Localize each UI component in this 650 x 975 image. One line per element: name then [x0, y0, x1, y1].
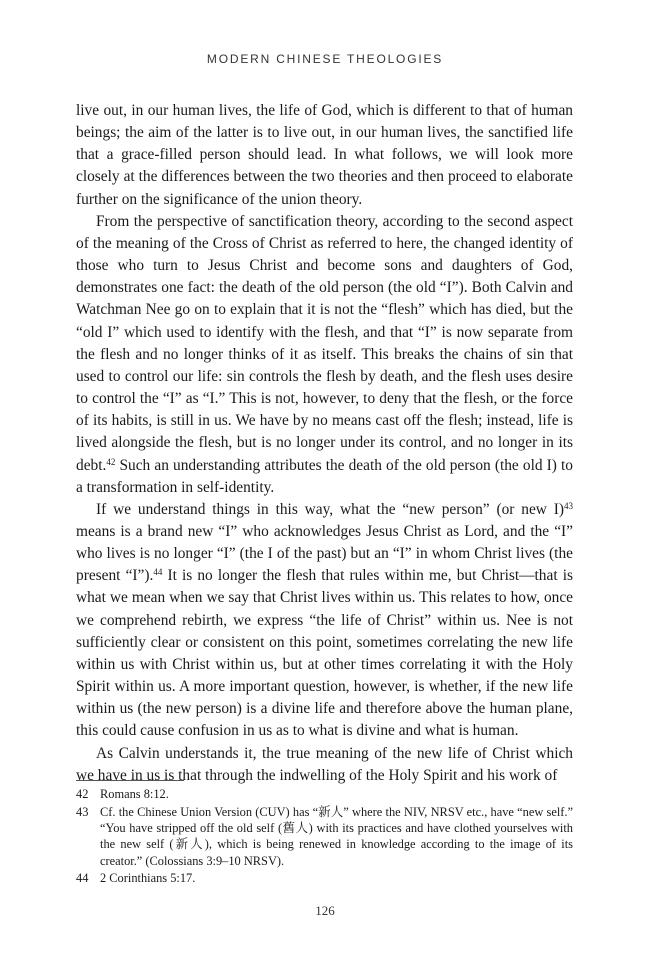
footnote-text: Romans 8:12. — [100, 787, 169, 801]
page-number: 126 — [315, 903, 335, 918]
footnote-number: 43 — [76, 804, 89, 819]
footnote — [76, 870, 573, 886]
paragraph-text: It is no longer the flesh that rules within me, but Christ—that is what we mean when we say that Christ lives within us. This relates to how, once we comprehend rebirth, we express “the life of Christ” within us. Nee is not sufficiently clear or consistent on this point, sometimes correlating the new life within us with Christ within us, but at other times correlating it with the Holy Spirit within us. A more important question, however, is whether, if the new life within us (the new person) is a divine life and therefore above the human plane, this could cause confusion in us as to what is divine and what is human. — [76, 567, 573, 740]
paragraph — [76, 211, 573, 499]
running-head: MODERN CHINESE THEOLOGIES — [206, 52, 444, 66]
footnote-divider — [76, 780, 184, 781]
footnote — [76, 786, 573, 802]
footnote-number: 42 — [76, 787, 89, 801]
footnote-marker: 42 — [106, 456, 116, 467]
paragraph — [76, 100, 573, 211]
footnotes — [76, 786, 573, 888]
footnote-text: 2 Corinthians 5:17. — [100, 871, 196, 886]
footnote-marker: 44 — [153, 567, 163, 578]
paragraph-text: From the perspective of sanctification theory, according to the second aspect of the meaning of the Cross of Christ as referred to here, the changed identity of those who turn to Jesus Christ and become sons and daughters of God, demonstrates one fact: the death of the old person (the old “I”). Both Calvin and Watchman Nee go on to explain that it is not the “flesh” which has died, but the “old I” which used to identify with the flesh, and that “I” is now separate from the flesh and no longer thinks of it as itself. This breaks the chains of sin that used to control our life: sin controls the flesh by death, and the flesh uses desire to control the “I” as “I.” This is not, however, to deny that the flesh, or the force of its habits, is still in us. We have by no means cast off the flesh; instead, life is lived alongside the flesh, but is no longer under its control, and no longer in its debt. — [76, 212, 573, 474]
body-text — [76, 100, 573, 787]
paragraph-text: live out, in our human lives, the life of God, which is different to that of human beings; the aim of the latter is to live out, in our human lives, the sanctified life that a grace-filled person should lead. In what follows, we will look more closely at the differences between the two theories and then proceed to elaborate further on the significance of the union theory. — [76, 102, 573, 208]
paragraph-text: Such an understanding attributes the death of the old person (the old I) to a transformation in self-identity. — [76, 456, 573, 496]
footnote-text: Cf. the Chinese Union Version (CUV) has “新人” where the NIV, NRSV etc., have “new self.” “You have stripped off the old self (舊人) with its practices and have clothed yourselves with the new self (新人), which is being renewed in knowledge according to the image of its creator.” (Colossians 3:9–10 NRSV). — [100, 804, 573, 868]
footnote-number: 44 — [76, 871, 89, 886]
paragraph-text: If we understand things in this way, what the “new person” (or new I) — [96, 500, 564, 518]
footnote-marker: 43 — [564, 500, 573, 511]
paragraph-text: As Calvin understands it, the true meaning of the new life of Christ which we have in us is that through the indwelling of the Holy Spirit and his work of — [76, 744, 573, 784]
paragraph-text: means is a brand new “I” who acknowledges Jesus Christ as Lord, and the “I” who lives is no longer “I” (the I of the past) but an “I” in whom Christ lives (the present “I”). — [76, 522, 573, 585]
footnote — [76, 804, 573, 869]
paragraph — [76, 499, 573, 743]
